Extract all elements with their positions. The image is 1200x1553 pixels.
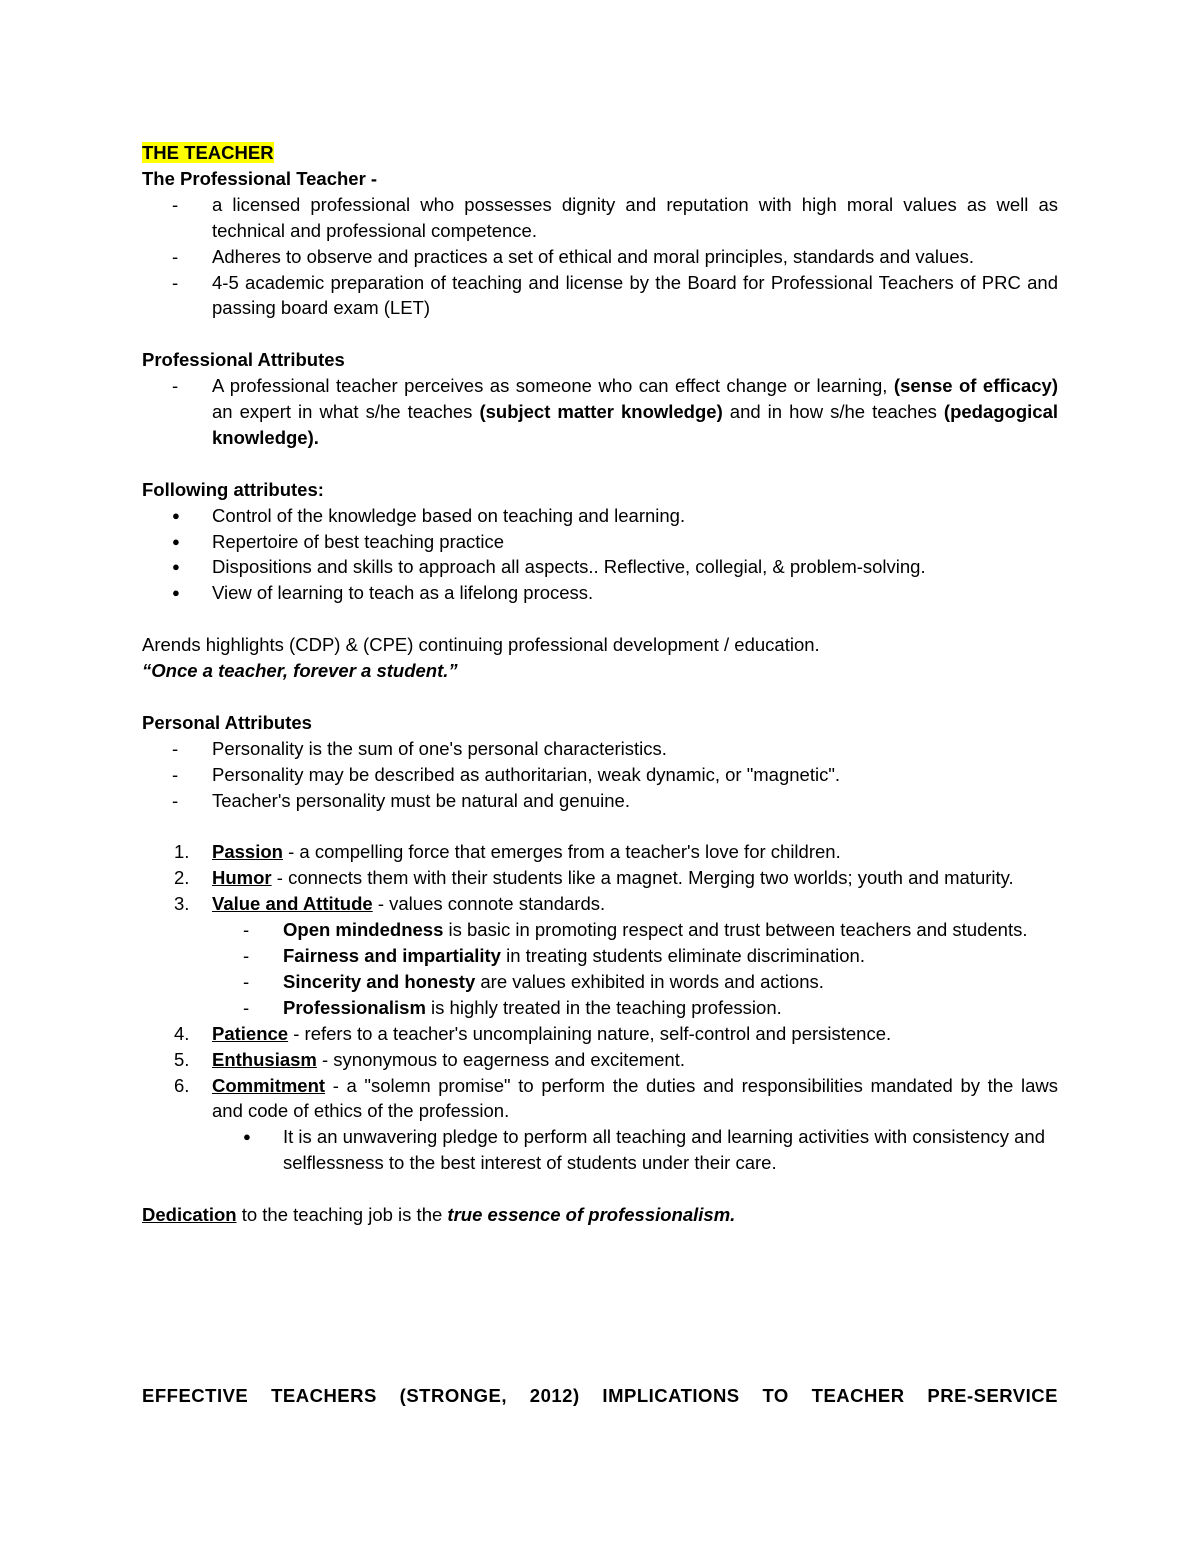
section-heading: EFFECTIVE TEACHERS (STRONGE, 2012) IMPLICATIONS TO TEACHER PRE-SERVICE [142, 1385, 1058, 1406]
item-term: Enthusiasm [212, 1048, 317, 1070]
quote: “Once a teacher, forever a student.” [142, 660, 458, 682]
dash-marker: - [243, 996, 250, 1018]
value-term: Fairness and impartiality [283, 945, 501, 967]
dedication-term: Dedication [142, 1204, 237, 1226]
item-term: Value and Attitude [212, 893, 373, 915]
document-content [142, 140, 1058, 1228]
value-item [142, 943, 1058, 969]
bullet-marker: ● [172, 585, 180, 601]
value-term: Sincerity and honesty [283, 970, 476, 992]
title-highlight: THE TEACHER [142, 142, 274, 163]
personal-attributes-heading: Personal Attributes [142, 711, 312, 733]
item-text: - synonymous to eagerness and excitement. [316, 1048, 685, 1070]
list-item [142, 762, 1058, 788]
item-number: 3. [174, 893, 190, 915]
numbered-item [142, 839, 1058, 865]
numbered-item [142, 891, 1058, 917]
bold-run: (sense of efficacy) [893, 375, 1058, 397]
list-item [142, 580, 1058, 606]
text-run: and in how s/he teaches [722, 401, 944, 423]
list-item [142, 192, 1058, 244]
bullet-marker: ● [172, 533, 180, 549]
item-term: Humor [212, 867, 272, 889]
spacer [142, 814, 1058, 840]
value-text: is highly treated in the teaching profession. [425, 996, 782, 1018]
numbered-item [142, 1021, 1058, 1047]
item-number: 4. [174, 1022, 190, 1044]
item-number: 1. [174, 841, 190, 863]
dedication-paragraph [142, 1202, 1058, 1228]
item-text: - connects them with their students like a magnet. Merging two worlds; youth and maturity. [271, 867, 1014, 889]
bullet-marker: ● [172, 559, 180, 575]
item-term: Commitment [212, 1074, 326, 1096]
list-item-text: Teacher's personality must be natural and genuine. [212, 789, 630, 811]
spacer [142, 606, 1058, 632]
list-item [142, 736, 1058, 762]
commitment-bullet-text: It is an unwavering pledge to perform all teaching and learning activities with consistency and selflessness to the best interest of students under their care. [283, 1126, 1046, 1174]
value-text: in treating students eliminate discrimination. [500, 945, 865, 967]
item-number: 2. [174, 867, 190, 889]
spacer [142, 321, 1058, 347]
list-item [142, 788, 1058, 814]
list-item [142, 270, 1058, 322]
list-item-text: a licensed professional who possesses dignity and reputation with high moral values as well as technical and professional competence. [212, 193, 1058, 241]
spacer [142, 684, 1058, 710]
numbered-item [142, 865, 1058, 891]
bold-run: (pedagogical knowledge). [212, 401, 1059, 448]
item-text: - values connote standards. [372, 893, 606, 915]
value-item [142, 995, 1058, 1021]
value-item [142, 917, 1058, 943]
professional-teacher-heading: The Professional Teacher - [142, 167, 378, 189]
list-item-text: 4-5 academic preparation of teaching and license by the Board for Professional Teachers of PRC and passing board exam (LET) [212, 271, 1058, 319]
list-item-text: Personality is the sum of one's personal characteristics. [212, 737, 667, 759]
value-text: are values exhibited in words and actions. [475, 970, 824, 992]
value-term: Professionalism [283, 996, 426, 1018]
bullet-marker: ● [243, 1129, 251, 1145]
numbered-item [142, 1073, 1058, 1125]
dedication-text: to the teaching job is the [236, 1204, 448, 1226]
text-run: an expert in what s/he teaches [212, 401, 480, 423]
page-title [142, 140, 1058, 166]
professional-attributes-heading: Professional Attributes [142, 349, 345, 371]
item-term: Passion [212, 841, 283, 863]
list-item-text: Adheres to observe and practices a set of ethical and moral principles, standards and values. [212, 245, 975, 267]
list-item-text: Control of the knowledge based on teaching and learning. [212, 504, 686, 526]
list-item [142, 503, 1058, 529]
item-text: - a "solemn promise" to perform the duties and responsibilities mandated by the laws and code of ethics of the profession. [212, 1074, 1058, 1122]
spacer [142, 451, 1058, 477]
list-item [142, 244, 1058, 270]
dash-marker: - [172, 245, 179, 267]
dash-marker: - [172, 737, 179, 759]
list-item [142, 1124, 1058, 1176]
dedication-emphasis: true essence of professionalism. [447, 1204, 736, 1226]
dash-marker: - [172, 271, 179, 293]
item-term: Patience [212, 1022, 289, 1044]
item-text: - a compelling force that emerges from a teacher's love for children. [282, 841, 841, 863]
list-item [142, 529, 1058, 555]
list-item [142, 554, 1058, 580]
value-item [142, 969, 1058, 995]
list-item [142, 373, 1058, 451]
list-item-text: Repertoire of best teaching practice [212, 530, 505, 552]
item-number: 6. [174, 1074, 190, 1096]
dash-marker: - [172, 763, 179, 785]
dash-marker: - [172, 789, 179, 811]
bold-run: (subject matter knowledge) [479, 401, 723, 423]
arends-paragraph: Arends highlights (CDP) & (CPE) continuing professional development / education. [142, 634, 820, 656]
list-item-text: Personality may be described as authoritarian, weak dynamic, or "magnetic". [212, 763, 841, 785]
dash-marker: - [172, 375, 179, 397]
list-item-text: View of learning to teach as a lifelong process. [212, 582, 594, 604]
item-number: 5. [174, 1048, 190, 1070]
dash-marker: - [172, 193, 179, 215]
dash-marker: - [243, 945, 250, 967]
value-text: is basic in promoting respect and trust between teachers and students. [443, 919, 1028, 941]
spacer [142, 1176, 1058, 1202]
dash-marker: - [243, 970, 250, 992]
list-item-text: Dispositions and skills to approach all aspects.. Reflective, collegial, & problem-solving. [212, 556, 926, 578]
following-attributes-heading: Following attributes: [142, 478, 324, 500]
item-text: - refers to a teacher's uncomplaining nature, self-control and persistence. [288, 1022, 892, 1044]
numbered-item [142, 1047, 1058, 1073]
value-term: Open mindedness [283, 919, 444, 941]
dash-marker: - [243, 919, 250, 941]
text-run: A professional teacher perceives as someone who can effect change or learning, [212, 375, 894, 397]
bullet-marker: ● [172, 507, 180, 523]
